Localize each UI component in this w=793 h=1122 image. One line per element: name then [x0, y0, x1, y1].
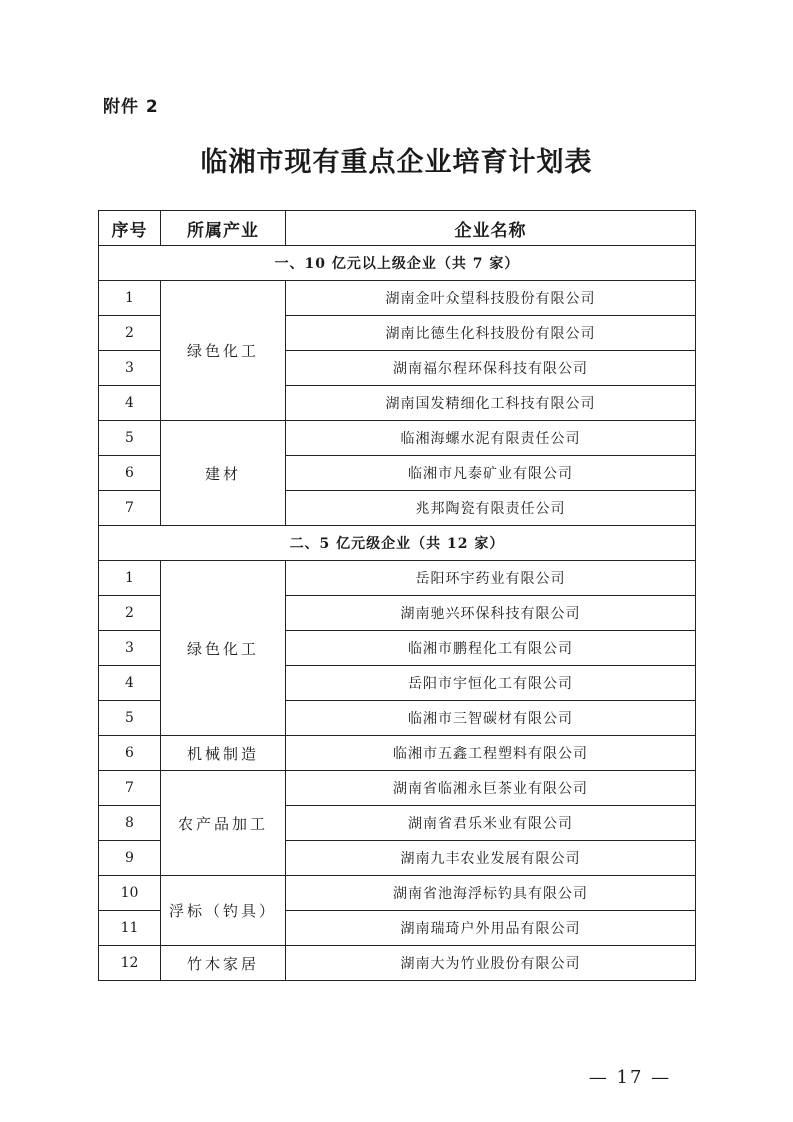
company-name: 湖南国发精细化工科技有限公司	[286, 386, 696, 421]
row-number: 3	[99, 351, 161, 386]
industry-cell: 竹木家居	[161, 946, 286, 981]
section-heading-row	[99, 246, 696, 281]
row-number: 6	[99, 456, 161, 491]
row-number: 3	[99, 631, 161, 666]
company-name: 湖南金叶众望科技股份有限公司	[286, 281, 696, 316]
table-row	[99, 561, 696, 596]
section-heading-row	[99, 526, 696, 561]
company-name: 临湘海螺水泥有限责任公司	[286, 421, 696, 456]
industry-cell: 建材	[161, 421, 286, 526]
company-name: 临湘市五鑫工程塑料有限公司	[286, 736, 696, 771]
attachment-label: 附件 2	[103, 97, 159, 117]
header-serial-number: 序号	[99, 211, 161, 246]
company-name: 湖南省临湘永巨茶业有限公司	[286, 771, 696, 806]
company-name: 湖南省君乐米业有限公司	[286, 806, 696, 841]
row-number: 8	[99, 806, 161, 841]
industry-cell: 绿色化工	[161, 281, 286, 421]
row-number: 10	[99, 876, 161, 911]
company-name: 湖南瑞琦户外用品有限公司	[286, 911, 696, 946]
company-name: 湖南九丰农业发展有限公司	[286, 841, 696, 876]
table-row	[99, 281, 696, 316]
company-name: 临湘市凡泰矿业有限公司	[286, 456, 696, 491]
table-row	[99, 421, 696, 456]
section-heading: 二、5 亿元级企业（共 12 家）	[99, 526, 696, 561]
table-row	[99, 771, 696, 806]
enterprise-table	[98, 210, 696, 981]
row-number: 4	[99, 666, 161, 701]
table-row	[99, 736, 696, 771]
row-number: 4	[99, 386, 161, 421]
company-name: 湖南驰兴环保科技有限公司	[286, 596, 696, 631]
company-name: 岳阳市宇恒化工有限公司	[286, 666, 696, 701]
row-number: 9	[99, 841, 161, 876]
row-number: 1	[99, 561, 161, 596]
row-number: 6	[99, 736, 161, 771]
company-name: 临湘市鹏程化工有限公司	[286, 631, 696, 666]
row-number: 7	[99, 491, 161, 526]
row-number: 12	[99, 946, 161, 981]
table-header-row	[99, 211, 696, 246]
row-number: 5	[99, 701, 161, 736]
page-title: 临湘市现有重点企业培育计划表	[200, 147, 593, 178]
company-name: 岳阳环宇药业有限公司	[286, 561, 696, 596]
row-number: 2	[99, 596, 161, 631]
company-name: 湖南比德生化科技股份有限公司	[286, 316, 696, 351]
company-name: 临湘市三智碳材有限公司	[286, 701, 696, 736]
row-number: 2	[99, 316, 161, 351]
company-name: 兆邦陶瓷有限责任公司	[286, 491, 696, 526]
row-number: 1	[99, 281, 161, 316]
industry-cell: 农产品加工	[161, 771, 286, 876]
table-row	[99, 946, 696, 981]
company-name: 湖南大为竹业股份有限公司	[286, 946, 696, 981]
company-name: 湖南省池海浮标钓具有限公司	[286, 876, 696, 911]
industry-cell: 绿色化工	[161, 561, 286, 736]
row-number: 11	[99, 911, 161, 946]
section-heading: 一、10 亿元以上级企业（共 7 家）	[99, 246, 696, 281]
industry-cell: 机械制造	[161, 736, 286, 771]
header-industry: 所属产业	[161, 211, 286, 246]
header-company-name: 企业名称	[286, 211, 696, 246]
page-number: — 17 —	[588, 1067, 672, 1088]
company-name: 湖南福尔程环保科技有限公司	[286, 351, 696, 386]
table-row	[99, 876, 696, 911]
row-number: 7	[99, 771, 161, 806]
row-number: 5	[99, 421, 161, 456]
industry-cell: 浮标（钓具）	[161, 876, 286, 946]
